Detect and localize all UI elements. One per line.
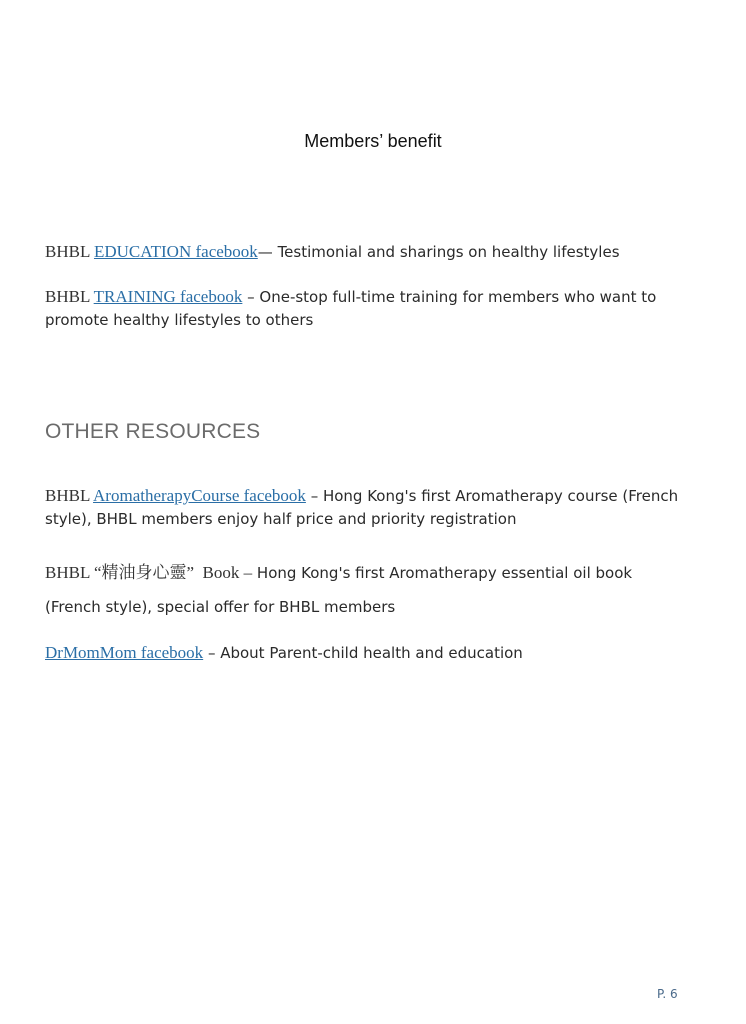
book-item-line1: [45, 561, 705, 585]
page-number: P. 6: [657, 987, 678, 1001]
book-item-line2: (French style), special offer for BHBL members: [45, 598, 396, 616]
education-description: — Testimonial and sharings on healthy lifestyles: [257, 243, 620, 261]
training-prefix: BHBL: [45, 287, 94, 306]
aromatherapy-prefix: BHBL: [45, 486, 94, 505]
page-title: Members’ benefit: [304, 131, 442, 151]
education-facebook-item: [45, 240, 705, 264]
education-prefix: BHBL: [45, 242, 94, 261]
aromatherapy-course-item: [45, 484, 705, 531]
book-description: Hong Kong's first Aromatherapy essential oil book: [252, 564, 633, 582]
training-description: – One-stop full-time training for members who want to promote healthy lifestyles to others: [45, 288, 657, 329]
education-facebook-link[interactable]: EDUCATION facebook: [93, 242, 258, 261]
drmommom-description: – About Parent-child health and education: [203, 644, 523, 662]
other-resources-heading: OTHER RESOURCES: [45, 420, 261, 443]
drmommom-item: [45, 641, 705, 665]
training-facebook-link[interactable]: TRAINING facebook: [93, 287, 243, 306]
aromatherapy-course-facebook-link[interactable]: AromatherapyCourse facebook: [93, 486, 306, 505]
book-prefix: BHBL “精油身心靈” Book –: [45, 563, 253, 582]
aromatherapy-description: – Hong Kong's first Aromatherapy course (French style), BHBL members enjoy half price and priority registration: [45, 487, 679, 528]
training-facebook-item: [45, 285, 705, 332]
drmommom-facebook-link[interactable]: DrMomMom facebook: [45, 643, 204, 662]
